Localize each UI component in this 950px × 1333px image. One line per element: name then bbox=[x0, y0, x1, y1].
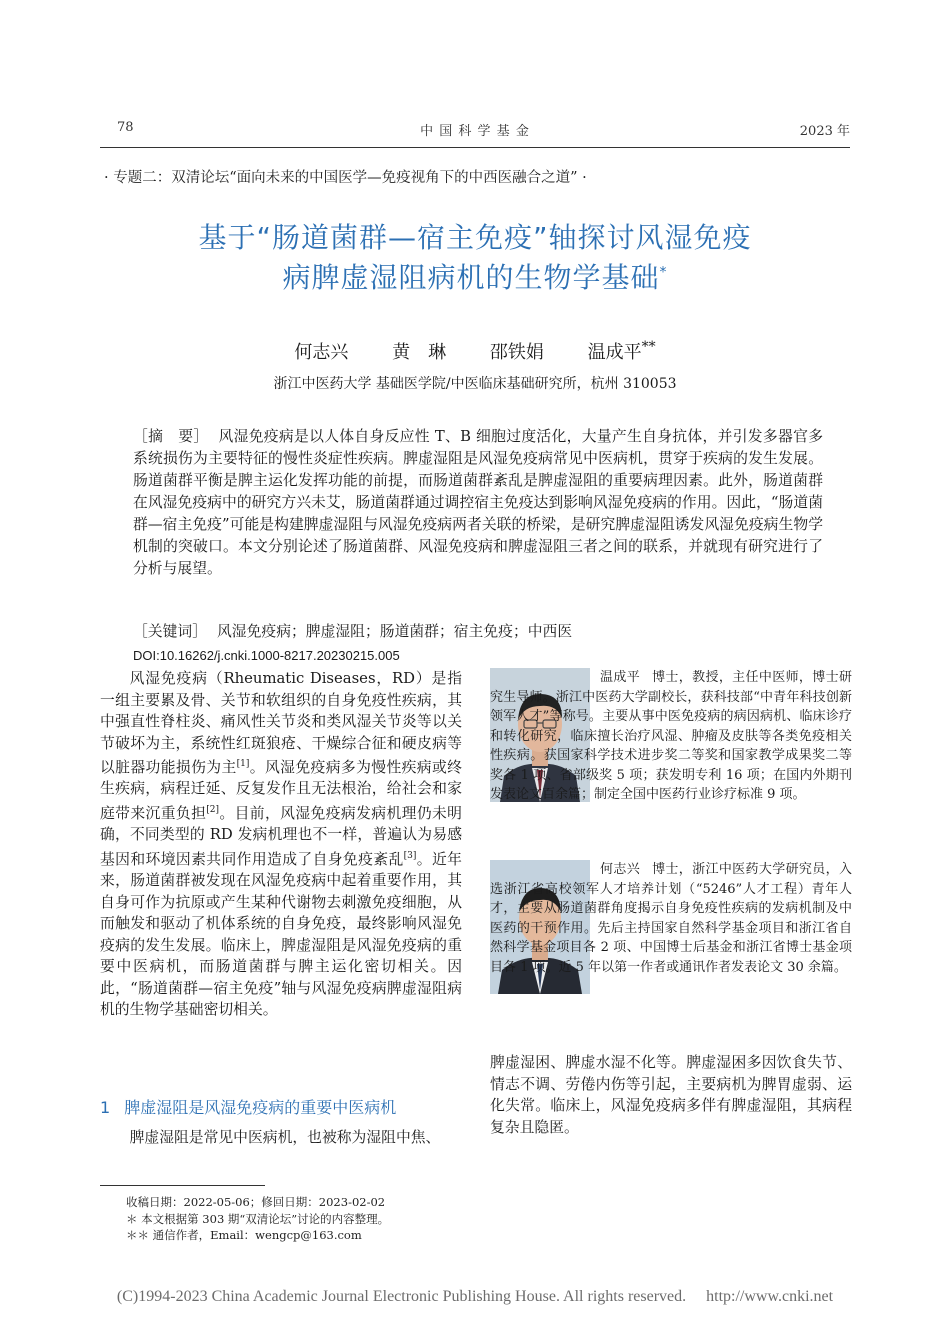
abstract-label: ［摘 要］ bbox=[133, 428, 209, 445]
bio-text: 博士，浙江中医药大学研究员，入选浙江省高校领军人才培养计划（“5246”人才工程）青年人才，主要从肠道菌群角度揭示自身免疫性疾病的发病机制及中医药的干预作用。先后主持国家自然科学基金项目和浙江省自然科学基金项目各 2 项、中国博士后基金和浙江省博士基金项目各 1 项。近 5 年以第一作者或通讯作者发表论文 30 余篇。 bbox=[490, 862, 852, 975]
corresponding-mark: ** bbox=[641, 339, 656, 355]
citation-2: [2] bbox=[206, 804, 220, 815]
author-bio-wen bbox=[490, 668, 852, 805]
section-heading-1 bbox=[100, 1095, 396, 1118]
copyright-text: (C)1994-2023 China Academic Journal Electronic Publishing House. All rights reserved. bbox=[116, 1288, 687, 1305]
copyright-line bbox=[100, 1288, 850, 1306]
journal-name: 中 国 科 学 基 金 bbox=[420, 124, 530, 139]
abstract bbox=[133, 426, 823, 580]
affiliation: 浙江中医药大学 基础医学院/中医临床基础研究所，杭州 310053 bbox=[273, 376, 677, 392]
bio-name: 温成平 bbox=[600, 670, 641, 685]
footnote-rule bbox=[100, 1185, 265, 1186]
citation-1: [1] bbox=[236, 759, 250, 769]
author-1: 何志兴 bbox=[294, 342, 349, 363]
footnote-dates: 收稿日期：2022-05-06；修回日期：2023-02-02 bbox=[126, 1195, 386, 1209]
keywords-text: 风湿免疫病；脾虚湿阻；肠道菌群；宿主免疫；中西医 bbox=[217, 623, 573, 640]
author-bio-he bbox=[490, 860, 852, 977]
footnote-1: ＊ 本文根据第 303 期“双清论坛”讨论的内容整理。 bbox=[126, 1212, 390, 1226]
bio-name: 何志兴 bbox=[600, 862, 641, 877]
bio-text: 博士，教授，主任中医师，博士研究生导师。浙江中医药大学副校长，获科技部“中青年科技创新领军人才”等称号。主要从事中医免疫病的病因病机、临床诊疗和转化研究，临床擅长治疗风湿、肿瘤及皮肤等各类免疫相关性疾病。获国家科学技术进步奖二等奖和国家教学成果奖二等奖各 1 项、省部级奖 5 项；获发明专利 16 项；在国内外期刊发表论文百余篇；制定全国中医药行业诊疗标准 9 项。 bbox=[490, 670, 852, 802]
keywords-label: ［关键词］ bbox=[133, 623, 207, 640]
abstract-text: 风湿免疫病是以人体自身反应性 T、B 细胞过度活化，大量产生自身抗体，并引发多器官多系统损伤为主要特征的慢性炎症性疾病。脾虚湿阻是风湿免疫病常见中医病机，贯穿于疾病的发生发展。肠道菌群平衡是脾主运化发挥功能的前提，而肠道菌群紊乱是脾虚湿阻的重要病理因素。此外，肠道菌群在风湿免疫病中的研究方兴未艾，肠道菌群通过调控宿主免疫达到影响风湿免疫病的作用。因此，“肠道菌群—宿主免疫”可能是构建脾虚湿阻与风湿免疫病两者关联的桥梁，是研究脾虚湿阻诱发风湿免疫病生物学机制的突破口。本文分别论述了肠道菌群、风湿免疫病和脾虚湿阻三者之间的联系，并就现有研究进行了分析与展望。 bbox=[133, 428, 823, 577]
title-line-1: 基于“肠道菌群—宿主免疫”轴探讨风湿免疫 bbox=[198, 221, 752, 254]
body-left-column bbox=[100, 668, 462, 1021]
title-footnote-mark: * bbox=[659, 264, 668, 281]
author-3: 邵铁娟 bbox=[489, 342, 544, 363]
keywords bbox=[133, 620, 823, 641]
body-right-column bbox=[490, 1052, 852, 1138]
page-number: 78 bbox=[117, 120, 134, 135]
intro-paragraph: 风湿免疫病（Rheumatic Diseases，RD）是指一组主要累及骨、关节和软组织的自身免疫性疾病，其中强直性脊柱炎、痛风性关节炎和类风湿关节炎等以关节破坏为主，系统性红斑狼疮、干燥综合征和硬皮病等以脏器功能损伤为主[1]。风湿免疫病多为慢性疾病或终生疾病，病程迁延、反复发作且无法根治，给社会和家庭带来沉重负担[2]。目前，风湿免疫病发病机理仍未明确，不同类型的 RD 发病机理也不一样，普遍认为易感基因和环境因素共同作用造成了自身免疫紊乱[3]。近年来，肠道菌群被发现在风湿免疫病中起着重要作用，其自身可作为抗原或产生某种代谢物去刺激免疫细胞，从而触发和驱动了机体系统的自身免疫，最终影响风湿免疫病的发生发展。临床上，脾虚湿阻是风湿免疫病的重要中医病机，而肠道菌群与脾主运化密切相关。因此，“肠道菌群—宿主免疫”轴与风湿免疫病脾虚湿阻病机的生物学基础密切相关。 bbox=[100, 670, 462, 1019]
section-1-first-line: 脾虚湿阻是常见中医病机，也被称为湿阻中焦、 bbox=[129, 1129, 441, 1146]
section-number: 1 bbox=[100, 1098, 111, 1117]
author-4: 温成平** bbox=[587, 339, 656, 363]
section-title: 脾虚湿阻是风湿免疫病的重要中医病机 bbox=[124, 1098, 397, 1117]
series-line: · 专题二：双清论坛“面向未来的中国医学—免疫视角下的中西医融合之道” · bbox=[104, 170, 587, 186]
body-right-paragraph: 脾虚湿困、脾虚水湿不化等。脾虚湿困多因饮食失节、情志不调、劳倦内伤等引起，主要病机为脾胃虚弱、运化失常。临床上，风湿免疫病多伴有脾虚湿阻，其病程复杂且隐匿。 bbox=[490, 1054, 852, 1136]
title-line-2: 病脾虚湿阻病机的生物学基础* bbox=[282, 261, 668, 294]
header-rule bbox=[100, 147, 850, 148]
author-2: 黄 琳 bbox=[392, 342, 447, 363]
author-list bbox=[100, 338, 850, 364]
journal-year: 2023 年 bbox=[799, 124, 850, 139]
doi: DOI:10.16262/j.cnki.1000-8217.20230215.005 bbox=[133, 648, 400, 663]
citation-3: [3] bbox=[403, 850, 417, 861]
footnote-2: ＊＊ 通信作者，Email：wengcp@163.com bbox=[126, 1228, 362, 1242]
copyright-url[interactable]: http://www.cnki.net bbox=[706, 1288, 834, 1305]
